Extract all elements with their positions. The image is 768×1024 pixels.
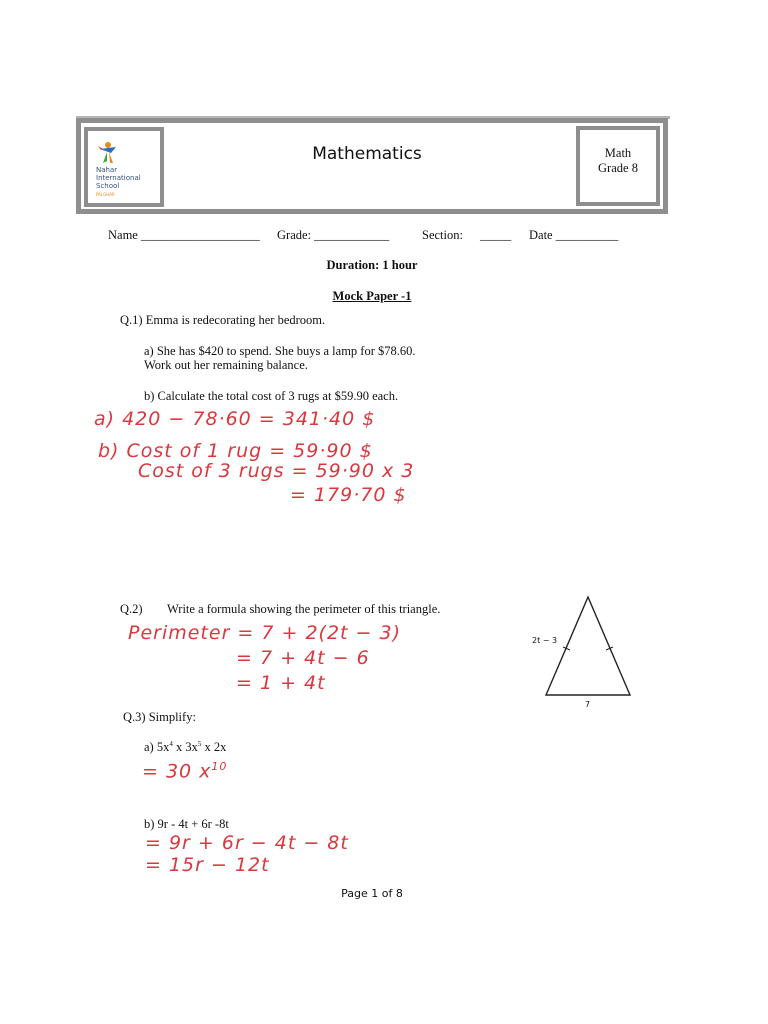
triangle-side-label: 2t − 3 bbox=[532, 636, 558, 645]
grade-label: Grade 8 bbox=[598, 161, 638, 175]
q3a-exp2: 5 bbox=[197, 740, 202, 748]
q3-prompt: Q.3) Simplify: bbox=[123, 710, 196, 724]
q3b-prompt: b) 9r - 4t + 6r -8t bbox=[144, 817, 229, 831]
q1-answer-b3: = 179·70 $ bbox=[290, 484, 407, 506]
q3-answer-a-base: = 30 x bbox=[142, 760, 212, 783]
q2-prompt: Write a formula showing the perimeter of this triangle. bbox=[167, 602, 441, 616]
section-field: Section: bbox=[422, 228, 463, 242]
triangle-diagram bbox=[528, 592, 648, 716]
q3a-suffix: x 2x bbox=[201, 740, 227, 755]
page-number: Page 1 of 8 bbox=[341, 887, 403, 900]
logo-text: Nahar International School bbox=[96, 166, 141, 190]
name-field: Name ___________________ bbox=[108, 228, 260, 242]
q1-prompt: Q.1) Emma is redecorating her bedroom. bbox=[120, 313, 326, 327]
q3a-expression bbox=[144, 740, 226, 755]
q1-answer-b2: Cost of 3 rugs = 59·90 x 3 bbox=[138, 460, 415, 482]
paper-title: Mock Paper -1 bbox=[332, 289, 412, 303]
date-field: Date __________ bbox=[529, 228, 619, 242]
q1a-line2: Work out her remaining balance. bbox=[144, 358, 308, 372]
q2-answer-3: = 1 + 4t bbox=[236, 672, 326, 694]
q2-number: Q.2) bbox=[120, 602, 143, 616]
duration: Duration: 1 hour bbox=[326, 258, 418, 272]
subject-label: Math bbox=[604, 146, 632, 160]
q3-answer-b1: = 9r + 6r − 4t − 8t bbox=[145, 832, 349, 854]
logo-tagline: PALGHAR bbox=[96, 192, 115, 197]
q2-answer-2: = 7 + 4t − 6 bbox=[236, 647, 370, 669]
q1b-prompt: b) Calculate the total cost of 3 rugs at $59.90 each. bbox=[144, 389, 399, 403]
q3-answer-b2: = 15r − 12t bbox=[145, 854, 270, 876]
grade-field: Grade: ____________ bbox=[277, 228, 390, 242]
q2-answer-1: Perimeter = 7 + 2(2t − 3) bbox=[128, 622, 402, 644]
q3a-exp1: 4 bbox=[169, 740, 173, 748]
q3a-mid: x 3x bbox=[172, 740, 198, 755]
triangle-base-label: 7 bbox=[585, 700, 591, 709]
q3-answer-a bbox=[142, 760, 227, 782]
triangle-shape bbox=[546, 597, 630, 695]
q3-answer-a-exp: 10 bbox=[211, 760, 228, 773]
q1a-line1: a) She has $420 to spend. She buys a lamp for $78.60. bbox=[144, 344, 416, 358]
section-blank: _____ bbox=[480, 228, 512, 242]
page-title: Mathematics bbox=[312, 144, 422, 164]
q1-answer-a: a) 420 − 78·60 = 341·40 $ bbox=[94, 408, 376, 430]
q3a-prefix: a) 5x bbox=[144, 740, 170, 755]
q1-answer-b1: b) Cost of 1 rug = 59·90 $ bbox=[98, 440, 373, 462]
